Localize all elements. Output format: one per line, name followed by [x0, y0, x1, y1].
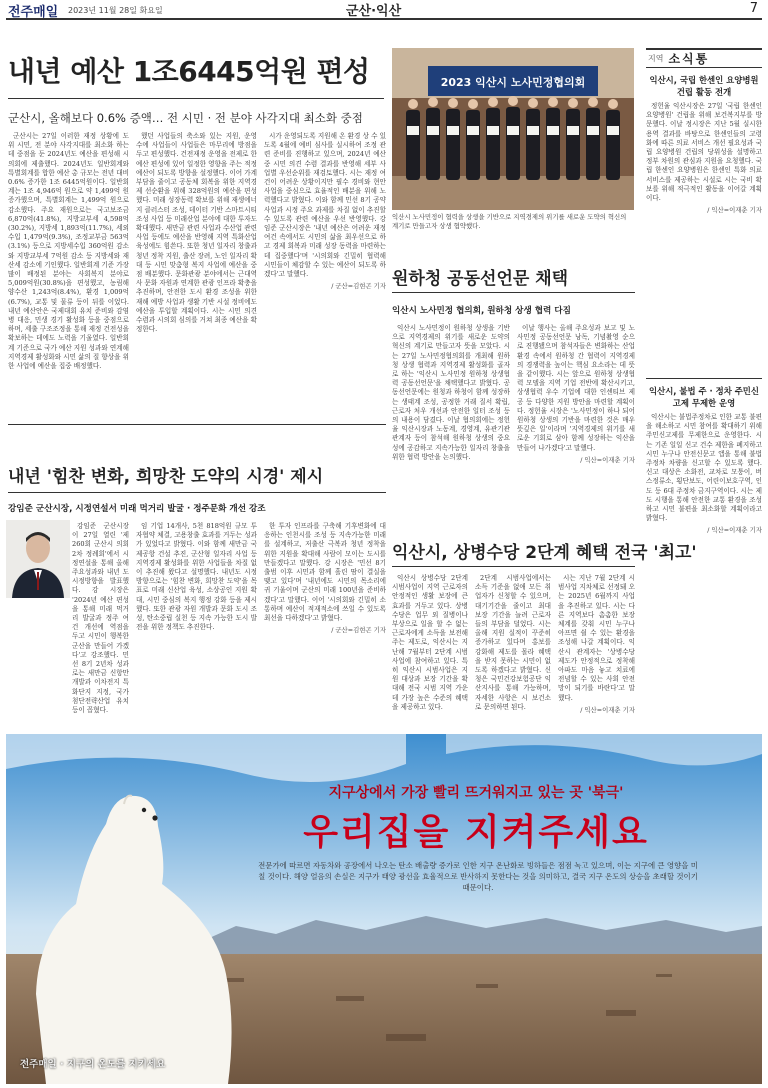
story2-body — [392, 324, 635, 524]
story1-byline: / 군산=김현곤 기자 — [331, 282, 386, 291]
story4-text2: 2단계 시범사업에서는 소득 기준을 없애 모든 취업자가 신청할 수 있으며, 대기기간을 줄이고 최대 보장 기간을 늘려 근로자들의 부담을 덜었다. 시는 올해 지원 실적이 꾸준히 증가하고 있다며 홍보를 강화해 제도를 몰라 혜택을 받지 못하는 시민이 없도록 하겠다고 밝혔다. 신청은 국민건강보험공단 익산지사를 통해 가능하며, 자세한 사항은 시 보건소로 문의하면 된다. — [475, 574, 551, 711]
story3-text2: 임 기업 14개사, 5천 818억원 규모 투자협약 체결, 고용창출 효과를 거두는 성과가 있었다고 밝혔다. 이와 함께 새만금 국제공항 건설 추진, 군산형 일자리 사업 등 지역경제 활성화를 위한 사업들을 차질 없이 추진해 왔다고 설명했다. 내년도 시정 방향으로는 '힘찬 변화, 희망찬 도약'을 목표로 미래 신산업 육성, 소상공인 지원 확대, 시민 중심의 복지 행정 강화 등을 제시했다. 또한 관광 자원 개발과 문화 도시 조성, 탄소중립 실천 등 지속 가능한 도시 발전을 위한 정책도 추진한다. — [136, 522, 257, 632]
story4-text1: 익산시 상병수당 2단계 시범사업이 지역 근로자의 안정적인 생활 보장에 큰 효과를 거두고 있다. 상병수당은 업무 외 질병이나 부상으로 일을 할 수 없는 근로자에게 소득을 보전해주는 제도로, 익산시는 지난해 7월부터 2단계 시범사업에 참여하고 있다. 특히 익산시 시범사업은 지원 대상과 보장 기간을 확대해 전국 시범 지역 가운데 가장 높은 수준의 혜택을 제공하고 있다. — [392, 574, 468, 711]
story3-text3: 한 투자 인프라를 구축해 기후변화에 대응하는 인천시를 조성 등 지속가능한 미래를 설계하고, 저출산 극복과 청년 정착을 위한 지원을 확대해 사람이 모이는 도시를 만들겠다고 말했다. 강 시장은 '민선 8기 출범 이후 시민과 함께 흘린 땀이 결실을 맺고 있다'며 '내년에도 시민의 목소리에 귀 기울이며 군산의 미래 100년을 준비하겠다'고 말했다. 이어 '시의회와 긴밀히 소통하며 예산이 적재적소에 쓰일 수 있도록 최선을 다하겠다'고 밝혔다. — [264, 522, 386, 623]
section-title: 군산·익산 — [346, 4, 402, 19]
story3-col1 — [8, 522, 129, 732]
divider — [392, 292, 635, 293]
story3-subhead: 강임준 군산시장, 시정연설서 미래 먹거리 발굴 · 정주문화 개선 강조 — [8, 504, 266, 514]
masthead — [6, 0, 762, 20]
story1-headline[interactable]: 내년 예산 1조6445억원 편성 — [8, 55, 370, 88]
divider — [392, 566, 635, 567]
story4-col3 — [558, 574, 635, 730]
ad-body-text: 전문가에 따르면 자동차와 공장에서 나오는 탄소 배출량 증가로 인한 지구 온난화로 빙하들은 점점 녹고 있으며, 이는 지구에 큰 영향을 미칠 것이다. 해양 얼음의 손실은 지구가 태양 광선을 효율적으로 반사하지 못한다는 것을 의미하고, 결국 지구 온도의 상승을 초래할 것이기 때문이다. — [258, 861, 698, 892]
story4-body — [392, 574, 635, 730]
sidebar-item1-title[interactable]: 익산시, 국립 한센인 요양병원건립 활동 전개 — [649, 75, 759, 97]
story2-text2: 이날 행사는 올해 주요성과 보고 및 노사민정 공동선언문 낭독, 기념촬영 순으로 진행됐으며 참석자들은 변화하는 산업 환경 속에서 원하청 간 협력이 지역경제의 경쟁력을 높이는 핵심 요소라는 데 뜻을 같이했다. 시는 앞으로 원하청 상생협력 모델을 지역 기업 전반에 확산시키고, 상생협력 우수 기업에 대한 인센티브 제공 등 다양한 지원 방안을 마련할 계획이다. 정헌율 시장은 '노사민정이 하나 되어 원하청 상생의 기반을 마련한 것은 매우 뜻깊은 일'이라며 '지역경제의 위기를 새로운 기회로 삼아 함께 성장하는 익산을 만들어 나가겠다'고 말했다. — [517, 324, 635, 452]
newspaper-brand[interactable]: 전주매일 — [8, 5, 59, 20]
story1-col1 — [8, 132, 129, 420]
sidebar-item1-text: 정헌율 익산시장은 27일 '국립 한센인 요양병원' 건립을 위해 보건복지부를 방문했다. 이날 정시장은 지난 5월 실시한 용역 결과를 바탕으로 한센인들의 고령화에 따른 의료 서비스 개선 필요성과 국립 요양병원 건립의 당위성을 설명하고 정부 차원의 관심과 지원을 요청했다. 국립 한센인 요양병원은 한센인 특화 의료 서비스를 제공하는 시설로 시는 국비 확보를 위해 적극적인 활동을 이어갈 계획이다. — [646, 102, 762, 203]
story1-text2: 했던 사업들의 축소와 있는 지원, 운영 수에 사업들이 사업들은 마무리에 방점을 두고 편성했다. 건전재정 운영을 전제로 한 예산 편성에 있어 일정한 영향을 주는 적정 예산이 되도록 방향을 설정했다. 이어 가계부담을 줄이고 공동체 회복을 위한 지역경제 선순환을 위해 328억원의 예산을 편성했다. 미래 성장동력 확보를 위해 재생에너지 클러스터 조성, 데이터 기반 스마트시티 조성 사업 등 미래산업 분야에 대한 투자도 확대했다. 새만금 관련 사업과 수산업 관련 사업 등에도 예산을 반영해 지역 특화산업 육성에도 힘쓴다. 또한 청년 일자리 창출과 청년 정착 지원, 출산 장려, 노인 일자리 확대 등 시민 맞춤형 복지 사업에 예산을 중점 배분했다. 문화관광 분야에서는 근대역사 문화 자원과 연계한 관광 인프라 확충을 추진하며, 안전한 도시 환경 조성을 위한 재해 예방 사업과 생활 기반 시설 정비에도 예산을 투입할 계획이다. 시는 시민 의견 수렴과 시의회 심의를 거쳐 최종 예산을 확정한다. — [136, 132, 257, 334]
sidebar-tagline — [646, 48, 762, 68]
divider — [8, 492, 386, 493]
story1-col3 — [264, 132, 386, 420]
news-photo[interactable] — [392, 48, 634, 210]
ad-watermark: 전주매일 · 지구의 온도를 지키세요 — [20, 1059, 166, 1070]
story1-col2 — [136, 132, 257, 420]
local-news-sidebar — [646, 48, 762, 731]
photo-caption: 익산시 노사민정이 협력을 상생을 기반으로 지역경제의 위기를 새로운 도약의 혁신의 계기로 만들고자 상생 협약했다. — [392, 213, 627, 230]
sidebar-item1-body — [646, 102, 762, 372]
sidebar-tag-label: 지역 — [648, 54, 664, 63]
ad-tagline: 지구상에서 가장 빨리 뜨거워지고 있는 곳 '북극' — [328, 785, 624, 801]
sidebar-item2-body — [646, 413, 762, 713]
story3-columns — [8, 522, 386, 732]
sidebar-item2-text: 익산시는 불법주정차로 인한 교통 불편을 해소하고 시민 참여를 확대하기 위해 주민신고제를 무제한으로 운영한다. 시는 기존 일일 신고 건수 제한을 폐지하고 시민 누구나 안전신문고 앱을 통해 불법 주정차 차량을 신고할 수 있도록 했다. 신고 대상은 소화전, 교차로 모퉁이, 버스정류소, 횡단보도, 어린이보호구역, 인도 등 6대 주정차 금지구역이다. 시는 제도 시행을 통해 안전한 교통 환경을 조성하고 시민 불편을 최소화할 계획이라고 밝혔다. — [646, 413, 762, 523]
story3-col3 — [264, 522, 386, 732]
climate-campaign-ad[interactable] — [6, 734, 762, 1084]
story1-body — [8, 132, 386, 420]
divider — [8, 424, 386, 425]
story1-text1: 군산시는 27일 이러한 재정 상황에 도 위 시민, 전 분야 사각지대를 최소화 하는 데 중점을 둔 2024년도 예산을 편성해 시의회에 제출했다. 2024년도 일반회계와 특별회계를 합한 예산 총 규모는 전년 대비 0.6% 증가한 1조 6445억원이다. 일반회계는 1조 4,946억 원으로 약 1,499억 원 증가했으며, 특별회계는 1,499억 원으로 감소했다. 주요 재원으로는 국고보조금 6,870억(41.8%), 지방교부세 4,598억(30.2%), 지방세 1,893억(11.7%), 세외수입 1,479억(9.3%), 조정교부금 563억(3.1%) 등으로 지방세수입 360억원 감소와 지방교부세 7억원 감소 등 지방세와 재산세 감소에 기인했다. 일반회계 기준 가장 많이 배정된 분야는 사회복지 분야로 5,009억원(30.8%)을 편성했고, 농림해양수산 1,243억(8.4%), 환경 1,009억(6.7%), 교통 및 물류 등이 뒤를 이었다. 내년 예산안은 국제대회 유치 준비와 감염병 대응, 민생 경기 활성화 등을 중점으로 하며, 세출 구조조정을 통해 재정 건전성을 확보하는 데에도 노력을 기울였다. 일반회계 기준으로 국가 예산 지원 성과와 연계해 지역경제 활성화와 시민 삶의 질 향상을 위한 사업에 예산을 집중 배정했다. — [8, 132, 129, 371]
story3-text1: 강임준 군산시장이 27일 열린 '제260회 군산시 의회 2차 정례회'에서 시정연설을 통해 올해 주요성과와 내년 도 시정방향을 발표했다. 강 시장은 '2024년 예산 편성을 통해 미래 먹거리 발굴과 정주 여건 개선에 역점을 두고 시민이 행복한 군산을 만들어 가겠다'고 강조했다. 민선 8기 2년차 성과로는 새만금 신항만 개발과 이차전지 특화단지 지정, 국가 첨단전략산업 유치 등이 꼽혔다. — [72, 522, 129, 715]
story3-headline[interactable]: 내년 '힘찬 변화, 희망찬 도약의 시경' 제시 — [8, 467, 324, 487]
sidebar-item2-byline: / 익산=이재춘 기자 — [707, 526, 762, 535]
divider — [8, 98, 384, 99]
sidebar-item2-title[interactable]: 익산시, 불법 주 · 정차 주민신고제 무제한 운영 — [649, 386, 759, 408]
story2-headline[interactable]: 원하청 공동선언문 채택 — [392, 269, 569, 289]
story2-col2 — [517, 324, 635, 524]
story2-byline: / 익산=이재춘 기자 — [580, 455, 635, 464]
story4-col2 — [475, 574, 551, 730]
divider — [646, 378, 762, 379]
story3-byline: / 군산=김현곤 기자 — [331, 626, 386, 635]
story2-subhead: 익산시 노사민정 협의회, 원하청 상생 협력 다짐 — [392, 306, 571, 316]
story4-byline: / 익산=이재춘 기자 — [580, 705, 635, 714]
photo-banner: 2023 익산시 노사민정협의회 — [440, 76, 586, 89]
story1-text3: 시가 운영되도록 지원해 온 환경 상 수 있도록 4월에 예비 심사를 실시하여 조정 관련 준비를 진행하고 있으며, 2024년 예산 중 시민 의견 수렴 결과를 반영해 세부 사업별 우선순위를 재검토했다. 시는 재정 여건이 어려운 상황이지만 필수 경비와 현안 사업을 중심으로 효율적인 배분을 위해 노력했다고 밝혔다. 이와 함께 민선 8기 공약 사업과 시정 주요 과제를 차질 없이 추진할 수 있도록 관련 예산을 우선 반영했다. 강임준 군산시장은 '내년 예산은 어려운 재정 여건 속에서도 시민의 삶을 최우선으로 하고 경제 회복과 미래 성장 동력을 마련하는 데 집중했다'며 '시의회와 긴밀히 협력해 시민들이 체감할 수 있는 예산이 되도록 하겠다'고 말했다. — [264, 132, 386, 279]
page-number: 7 — [749, 1, 758, 16]
sidebar-title: 소식통 — [668, 52, 710, 66]
story3-col2 — [136, 522, 257, 732]
story2-text1: 익산시 노사민정이 원하청 상생을 기반으로 지역경제의 위기를 새로운 도약의 혁신의 계기로 만들고자 뜻을 모았다. 시는 27일 노사민정협의회를 개최해 원하청 상생 협력과 지역경제 활성화를 골자로 하는 '익산시 노사민정 원하청 상생협력 공동선언문'을 채택했다고 밝혔다. 공동선언문에는 원청과 하청이 함께 성장하는 생태계 조성, 공정한 거래 질서 확립, 근로자 처우 개선과 안전한 일터 조성 등의 내용이 담겼다. 이날 협의회에는 정헌율 익산시장과 노동계, 경영계, 유관기관 관계자 등이 참석해 원하청 상생의 중요성에 공감하고 지속가능한 일자리 창출을 위한 협력 방안을 논의했다. — [392, 324, 510, 461]
story4-text3: 시는 지난 7월 2단계 시범사업 지차체로 선정돼 오는 2025년 6월까지 사업을 추진하고 있다. 시는 다른 지역보다 촘촘한 보장 체계를 갖춰 시민 누구나 아프면 쉴 수 있는 환경을 조성해 나갈 계획이다. 익산시 관계자는 '상병수당 제도가 안정적으로 정착해 아파도 마음 놓고 치료에 전념할 수 있는 사회 안전망이 되기를 바란다'고 말했다. — [558, 574, 635, 702]
sidebar-item1-byline: / 익산=이재춘 기자 — [707, 206, 762, 215]
issue-date: 2023년 11월 28일 화요일 — [68, 6, 163, 15]
story4-headline[interactable]: 익산시, 상병수당 2단계 혜택 전국 '최고' — [392, 543, 697, 563]
story2-col1 — [392, 324, 510, 524]
story4-col1 — [392, 574, 468, 730]
group-photo-image — [392, 48, 634, 210]
story1-subhead: 군산시, 올해보다 0.6% 증액… 전 시민 · 전 분야 사각지대 최소화 중점 — [8, 111, 363, 125]
ad-main-slogan: 우리집을 지켜주세요 — [303, 812, 649, 853]
